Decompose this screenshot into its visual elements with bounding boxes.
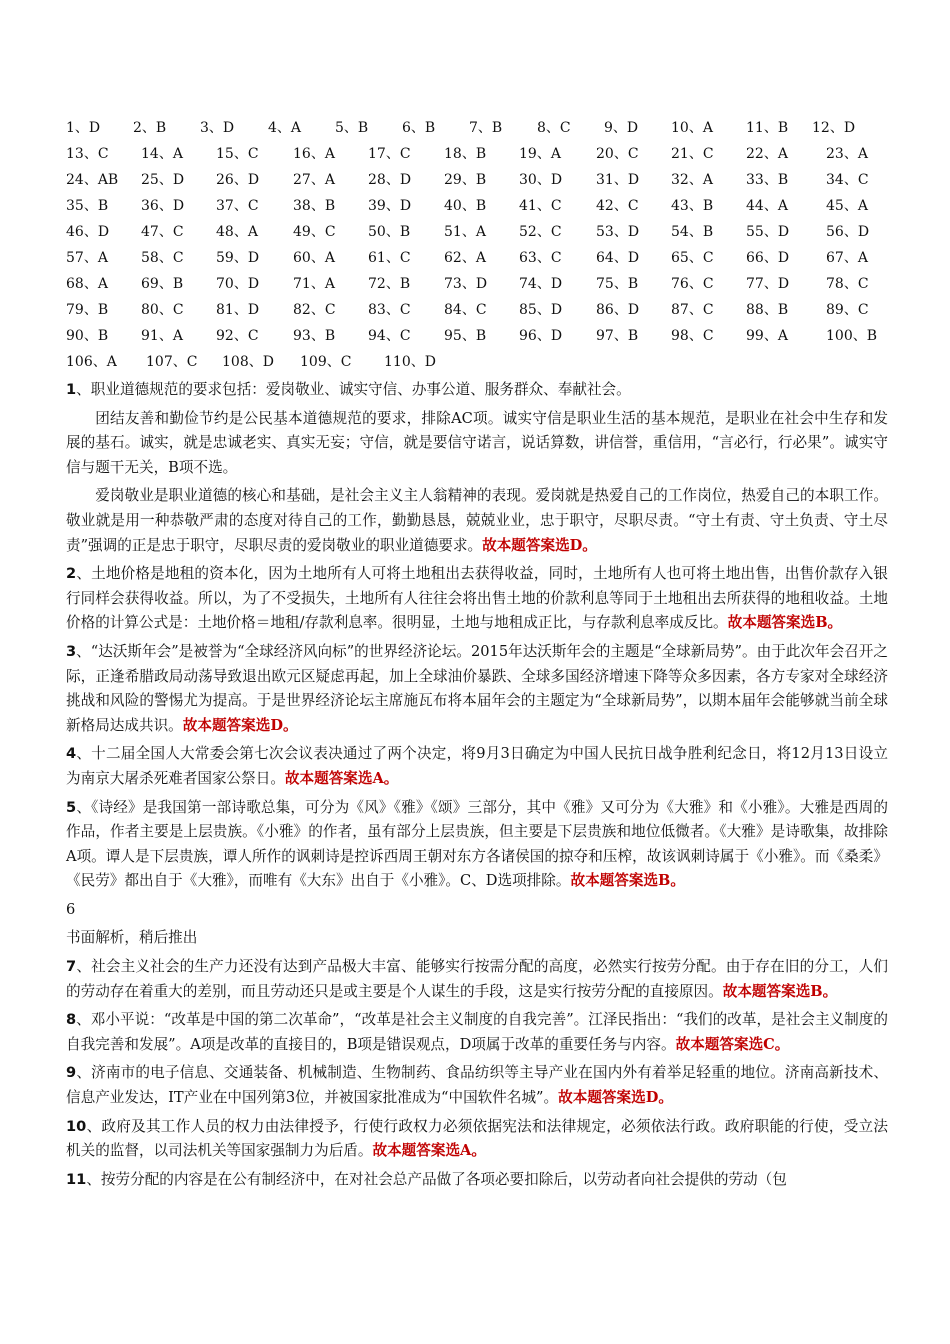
answer-cell: 53、D (596, 224, 640, 240)
answer-cell: 68、A (66, 276, 108, 292)
answer-cell: 86、D (596, 302, 640, 318)
answer-cell: 3、D (200, 120, 235, 136)
answer-cell: 38、B (293, 198, 336, 214)
answer-cell: 18、B (444, 146, 487, 162)
question-number: 7 (66, 958, 77, 976)
answer-cell: 72、B (368, 276, 411, 292)
answer-cell: 84、C (444, 302, 487, 318)
answer-cell: 106、A (66, 354, 117, 370)
explanation-text: 、济南市的电子信息、交通装备、机械制造、生物制药、食品纺织等主导产业在国内外有着举足轻重的地位。济南高新技术、信息产业发达，IT产业在中国列第3位，并被国家批准成为“中国软件名城”。 (66, 1064, 888, 1107)
answer-cell: 29、B (444, 172, 487, 188)
answer-cell: 42、C (596, 198, 639, 214)
answer-cell: 60、A (293, 250, 335, 266)
answer-cell: 50、B (368, 224, 411, 240)
answer-highlight: 故本题答案选C。 (675, 1035, 790, 1053)
question-number: 11 (66, 1170, 87, 1188)
answer-cell: 43、B (671, 198, 714, 214)
question-number: 3 (66, 642, 77, 660)
answer-cell: 21、C (671, 146, 714, 162)
answer-cell: 41、C (519, 198, 562, 214)
answer-cell: 109、C (300, 354, 352, 370)
answer-row (66, 269, 896, 295)
answer-cell: 66、D (746, 250, 790, 266)
answer-row (66, 321, 896, 347)
explanation-text: 、社会主义社会的生产力还没有达到产品极大丰富、能够实行按需分配的高度，必然实行按劳分配。由于存在旧的分工，人们的劳动存在着重大的差别，而且劳动还只是或主要是个人谋生的手段，这是实行按劳分配的直接原因。 (66, 958, 888, 1000)
answer-cell: 94、C (368, 328, 411, 344)
answer-cell: 96、D (519, 328, 563, 344)
answer-cell: 108、D (222, 354, 274, 370)
explanation-paragraph (66, 562, 888, 636)
question-number: 2 (66, 565, 77, 583)
answer-cell: 59、D (216, 250, 260, 266)
answer-cell: 77、D (746, 276, 790, 292)
answer-cell: 23、A (826, 146, 868, 162)
explanation-text: 、职业道德规范的要求包括：爱岗敬业、诚实守信、办事公道、服务群众、奉献社会。 (76, 381, 631, 398)
explanation-paragraph (66, 484, 888, 558)
answer-highlight: 故本题答案选D。 (558, 1089, 673, 1107)
answer-row (66, 113, 896, 139)
answer-cell: 51、A (444, 224, 486, 240)
answer-cell: 100、B (826, 328, 878, 344)
answer-cell: 16、A (293, 146, 335, 162)
explanation-paragraph (66, 742, 888, 791)
answer-cell: 95、B (444, 328, 487, 344)
answer-cell: 52、C (519, 224, 562, 240)
answer-row (66, 295, 896, 321)
answer-highlight: 故本题答案选D。 (182, 716, 298, 734)
answer-cell: 11、B (746, 120, 789, 136)
answer-cell: 48、A (216, 224, 258, 240)
answer-cell: 8、C (537, 120, 571, 136)
answer-cell: 83、C (368, 302, 411, 318)
explanation-text: 书面解析，稍后推出 (66, 929, 198, 947)
answer-cell: 61、C (368, 250, 411, 266)
explanations (66, 378, 888, 1196)
answer-cell: 80、C (141, 302, 184, 318)
answer-cell: 57、A (66, 250, 108, 266)
answer-row (66, 165, 896, 191)
answer-row (66, 347, 896, 373)
explanation-text: 、邓小平说：“改革是中国的第二次革命”，“改革是社会主义制度的自我完善”。江泽民指出：“我们的改革，是社会主义制度的自我完善和发展”。A项是改革的直接目的，B项是错误观点，D项属于改革的重要任务与内容。 (66, 1011, 888, 1053)
answer-cell: 93、B (293, 328, 336, 344)
answer-cell: 9、D (604, 120, 639, 136)
answer-cell: 47、C (141, 224, 184, 240)
answer-cell: 110、D (384, 354, 436, 370)
answer-cell: 25、D (141, 172, 185, 188)
answer-cell: 64、D (596, 250, 640, 266)
answer-cell: 74、D (519, 276, 563, 292)
answer-cell: 14、A (141, 146, 183, 162)
answer-cell: 85、D (519, 302, 563, 318)
answer-cell: 31、D (596, 172, 640, 188)
answer-cell: 35、B (66, 198, 109, 214)
answer-cell: 22、A (746, 146, 788, 162)
explanation-text: 爱岗敬业是职业道德的核心和基础，是社会主义主人翁精神的表现。爱岗就是热爱自己的工作岗位，热爱自己的本职工作。敬业就是用一种恭敬严肃的态度对待自己的工作，勤勤恳恳，兢兢业业，忠于职守，尽职尽责。“守土有责、守土负责、守土尽责”强调的正是忠于职守，尽职尽责的爱岗敬业的职业道德要求。 (66, 487, 888, 554)
answer-cell: 88、B (746, 302, 789, 318)
answer-cell: 89、C (826, 302, 869, 318)
answer-cell: 56、D (826, 224, 870, 240)
answer-highlight: 故本题答案选A。 (284, 769, 399, 787)
answer-cell: 70、D (216, 276, 260, 292)
answer-cell: 28、D (368, 172, 412, 188)
answer-cell: 44、A (746, 198, 788, 214)
answer-cell: 34、C (826, 172, 869, 188)
answer-cell: 79、B (66, 302, 109, 318)
answer-cell: 49、C (293, 224, 336, 240)
answer-cell: 7、B (469, 120, 503, 136)
answer-cell: 91、A (141, 328, 183, 344)
answer-cell: 39、D (368, 198, 412, 214)
explanation-text: 、“达沃斯年会”是被誉为“全球经济风向标”的世界经济论坛。2015年达沃斯年会的主题是“全球新局势”。由于此次年会召开之际，正逢希腊政局动荡导致退出欧元区疑虑再起，加上全球油价暴跌、全球多国经济增速下降等众多因素，各方专家对全球经济挑战和风险的警惕尤为提高。于是世界经济论坛主席施瓦布将本届年会的主题定为“全球新局势”，以期本届年会能够就当前全球新格局达成共识。 (66, 642, 888, 734)
answer-cell: 58、C (141, 250, 184, 266)
question-number: 1 (66, 381, 77, 398)
question-number: 4 (66, 745, 77, 763)
explanation-paragraph (66, 926, 888, 951)
answer-cell: 19、A (519, 146, 561, 162)
explanation-text: 团结友善和勤俭节约是公民基本道德规范的要求，排除AC项。诚实守信是职业生活的基本规范，是职业在社会中生存和发展的基石。诚实，就是忠诚老实、真实无妄；守信，就是要信守诺言，说话算数，讲信誉，重信用，“言必行，行必果”。诚实守信与题干无关，B项不选。 (66, 409, 888, 476)
answer-cell: 69、B (141, 276, 184, 292)
answer-cell: 78、C (826, 276, 869, 292)
answer-cell: 24、AB (66, 172, 119, 188)
answer-cell: 87、C (671, 302, 714, 318)
answer-cell: 81、D (216, 302, 260, 318)
answer-highlight: 故本题答案选B。 (570, 872, 685, 890)
answer-cell: 45、A (826, 198, 868, 214)
explanation-paragraph (66, 898, 888, 923)
explanation-paragraph (66, 378, 888, 403)
answer-cell: 37、C (216, 198, 259, 214)
answer-cell: 97、B (596, 328, 639, 344)
answer-cell: 5、B (335, 120, 369, 136)
answer-cell: 26、D (216, 172, 260, 188)
answer-cell: 76、C (671, 276, 714, 292)
answer-highlight: 故本题答案选A。 (372, 1142, 486, 1160)
answer-cell: 20、C (596, 146, 639, 162)
explanation-paragraph (66, 1115, 888, 1164)
explanation-text: 、按劳分配的内容是在公有制经济中，在对社会总产品做了各项必要扣除后，以劳动者向社会提供的劳动（包 (86, 1170, 787, 1188)
question-number: 10 (66, 1117, 87, 1135)
answer-highlight: 故本题答案选D。 (482, 536, 597, 554)
explanation-text: 、十二届全国人大常委会第七次会议表决通过了两个决定，将9月3日确定为中国人民抗日战争胜利纪念日，将12月13日设立为南京大屠杀死难者国家公祭日。 (66, 745, 888, 787)
answer-cell: 67、A (826, 250, 868, 266)
answer-highlight: 故本题答案选B。 (722, 982, 838, 1000)
question-number: 9 (66, 1064, 77, 1082)
answer-cell: 17、C (368, 146, 411, 162)
question-number: 8 (66, 1011, 77, 1029)
explanation-text: 6 (66, 900, 76, 918)
answer-cell: 4、A (268, 120, 302, 136)
explanation-text: 、政府及其工作人员的权力由法律授予，行使行政权力必须依据宪法和法律规定，必须依法行政。政府职能的行使，受立法机关的监督，以司法机关等国家强制力为后盾。 (66, 1117, 888, 1160)
answer-cell: 55、D (746, 224, 790, 240)
answer-cell: 10、A (671, 120, 713, 136)
answer-cell: 71、A (293, 276, 335, 292)
answer-cell: 30、D (519, 172, 563, 188)
explanation-paragraph (66, 1168, 888, 1193)
explanation-paragraph (66, 407, 888, 481)
answer-cell: 27、A (293, 172, 335, 188)
explanation-paragraph (66, 955, 888, 1004)
answer-cell: 15、C (216, 146, 259, 162)
answer-cell: 73、D (444, 276, 488, 292)
explanation-text: 、土地价格是地租的资本化，因为土地所有人可将土地租出去获得收益，同时，土地所有人也可将土地出售，出售价款存入银行同样会获得收益。所以，为了不受损失，土地所有人往往会将出售土地的价款利息等同于土地租出去所获得的地租收益。土地价格的计算公式是：土地价格＝地租/存款利息率。很明显，土地与地租成正比，与存款利息率成反比。 (66, 565, 888, 632)
answer-cell: 65、C (671, 250, 714, 266)
answer-row (66, 191, 896, 217)
answer-cell: 62、A (444, 250, 486, 266)
answer-cell: 82、C (293, 302, 336, 318)
explanation-text: 、《诗经》是我国第一部诗歌总集，可分为《风》《雅》《颂》三部分，其中《雅》又可分为《大雅》和《小雅》。大雅是西周的作品，作者主要是上层贵族。《小雅》的作者，虽有部分上层贵族，但主要是下层贵族和地位低微者。《大雅》是诗歌集，故排除A项。谭人是下层贵族，谭人所作的讽刺诗是控诉西周王朝对东方各诸侯国的掠夺和压榨，故该讽刺诗属于《小雅》。而《桑柔》《民劳》都出自于《大雅》，而唯有《大东》出自于《小雅》。C、D选项排除。 (66, 798, 888, 890)
answer-row (66, 139, 896, 165)
answer-row (66, 243, 896, 269)
answer-cell: 40、B (444, 198, 487, 214)
answer-cell: 12、D (812, 120, 856, 136)
answer-cell: 54、B (671, 224, 714, 240)
explanation-paragraph (66, 1008, 888, 1057)
answer-cell: 36、D (141, 198, 185, 214)
answer-cell: 107、C (146, 354, 198, 370)
explanation-paragraph (66, 796, 888, 894)
answer-cell: 32、A (671, 172, 713, 188)
answer-row (66, 217, 896, 243)
answer-cell: 6、B (402, 120, 436, 136)
answer-cell: 33、B (746, 172, 789, 188)
answer-cell: 46、D (66, 224, 110, 240)
explanation-paragraph (66, 640, 888, 738)
answer-cell: 2、B (133, 120, 167, 136)
answer-cell: 99、A (746, 328, 788, 344)
answer-cell: 90、B (66, 328, 109, 344)
explanation-paragraph (66, 1061, 888, 1110)
answer-cell: 75、B (596, 276, 639, 292)
answer-key (66, 113, 896, 373)
answer-cell: 1、D (66, 120, 101, 136)
answer-cell: 13、C (66, 146, 109, 162)
answer-cell: 98、C (671, 328, 714, 344)
answer-cell: 92、C (216, 328, 259, 344)
answer-cell: 63、C (519, 250, 562, 266)
question-number: 5 (66, 798, 77, 816)
answer-highlight: 故本题答案选B。 (727, 614, 843, 632)
